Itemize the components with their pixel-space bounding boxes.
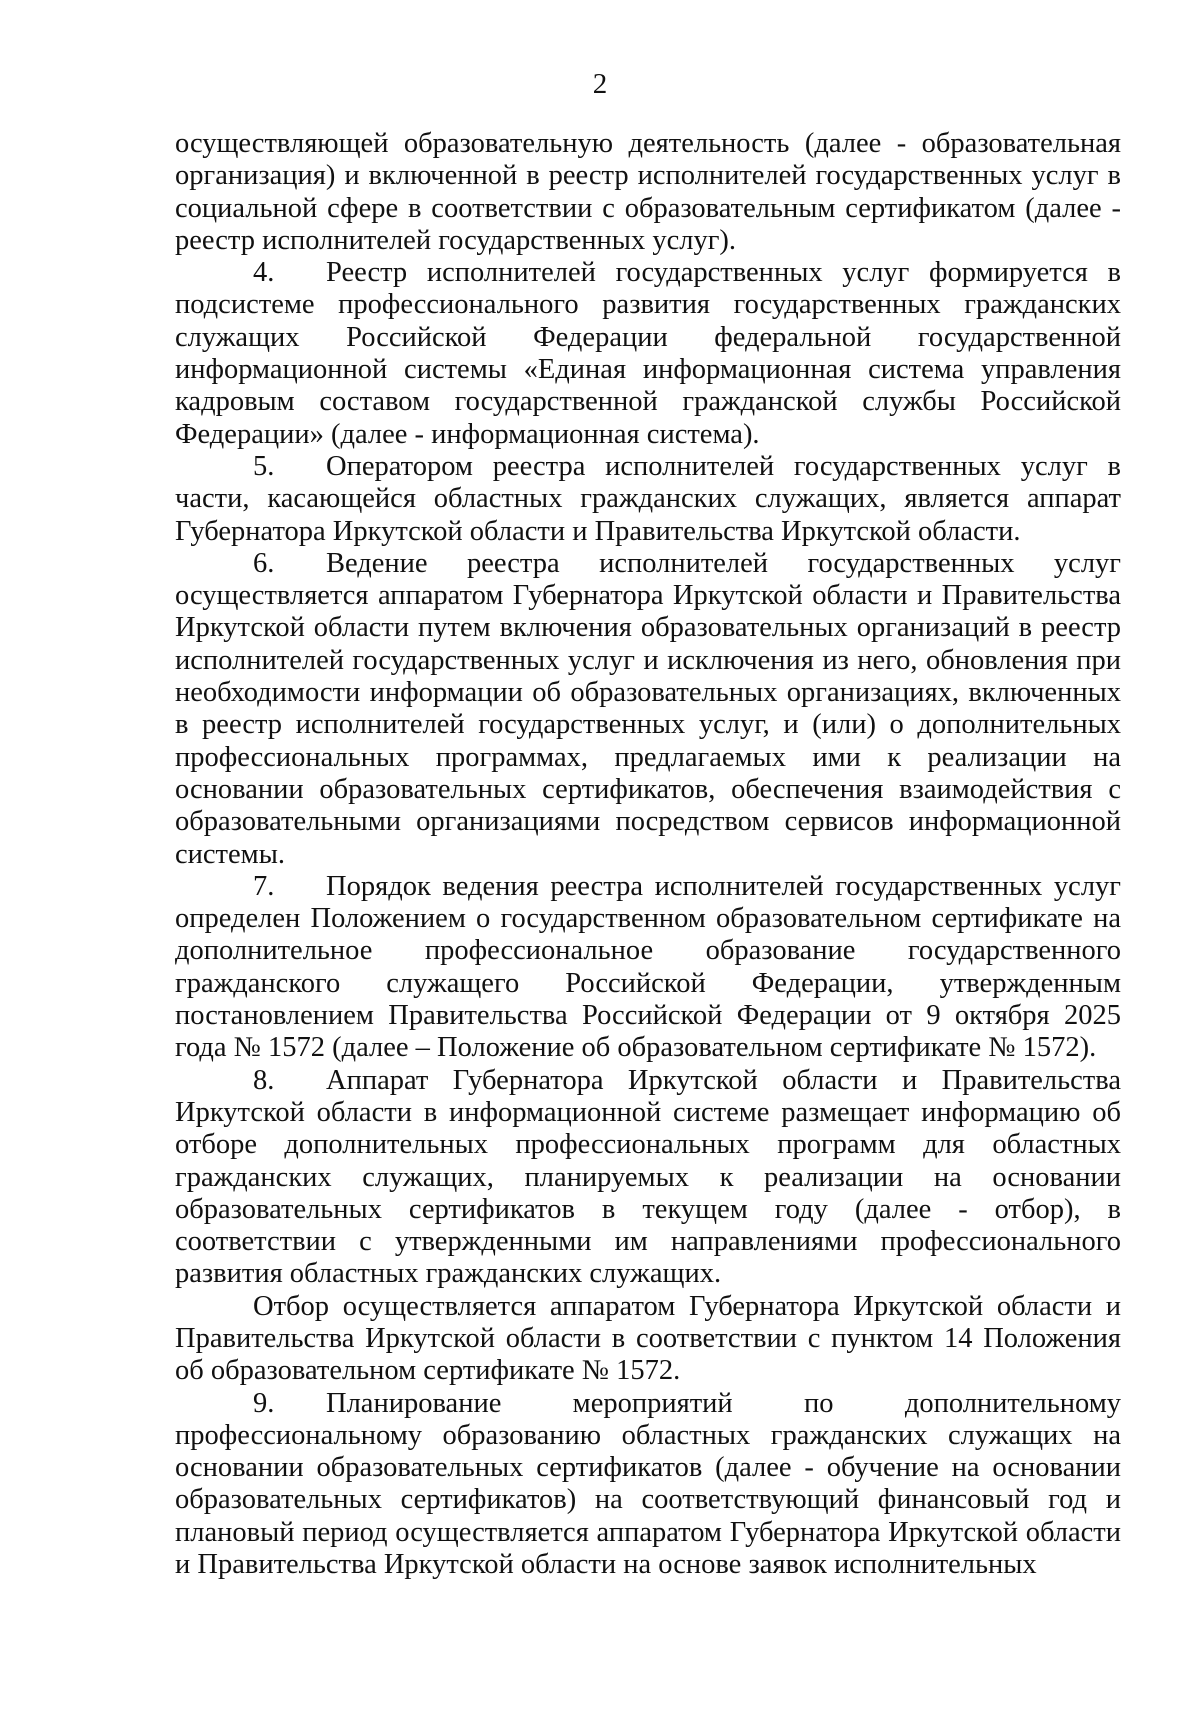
- paragraph-item-6: [175, 548, 1121, 871]
- paragraph-item-8: [175, 1065, 1121, 1291]
- paragraph-text: Ведение реестра исполнителей государственных услуг осуществляется аппаратом Губернатора Иркутской области и Правительства Иркутской области путем включения образовательных организаций в реестр исполнителей государственных услуг и исключения из него, обновления при необходимости информации об образовательных организациях, включенных в реестр исполнителей государственных услуг, и (или) о дополнительных профессиональных программах, предлагаемых ими к реализации на основании образовательных сертификатов, обеспечения взаимодействия с образовательными организациями посредством сервисов информационной системы.: [175, 547, 1121, 870]
- paragraph-item-7: [175, 871, 1121, 1065]
- document-body: [175, 128, 1121, 1581]
- paragraph-number: 8.: [253, 1064, 275, 1096]
- paragraph-text: Планирование мероприятий по дополнительному профессиональному образованию областных гражданских служащих на основании образовательных сертификатов (далее - обучение на основании образовательных сертификатов) на соответствующий финансовый год и плановый период осуществляется аппаратом Губернатора Иркутской области и Правительства Иркутской области на основе заявок исполнительных: [175, 1387, 1121, 1581]
- paragraph-item-4: [175, 257, 1121, 451]
- paragraph-number: 4.: [253, 257, 275, 289]
- paragraph-item-9: [175, 1388, 1121, 1582]
- paragraph-number: 7.: [253, 870, 275, 902]
- paragraph-text: осуществляющей образовательную деятельность (далее - образовательная организация) и включенной в реестр исполнителей государственных услуг в социальной сфере в соответствии с образовательным сертификатом (далее - реестр исполнителей государственных услуг).: [175, 128, 1121, 256]
- paragraph-text: Аппарат Губернатора Иркутской области и Правительства Иркутской области в информационной системе размещает информацию об отборе дополнительных профессиональных программ для областных гражданских служащих, планируемых к реализации на основании образовательных сертификатов в текущем году (далее - отбор), в соответствии с утвержденными им направлениями профессионального развития областных гражданских служащих.: [175, 1064, 1121, 1290]
- paragraph-item-5: [175, 451, 1121, 548]
- paragraph-number: 9.: [253, 1387, 275, 1419]
- paragraph-selection-note: [175, 1291, 1121, 1388]
- paragraph-number: 5.: [253, 450, 275, 482]
- paragraph-number: 6.: [253, 547, 275, 579]
- paragraph-continuation: [175, 128, 1121, 257]
- paragraph-text: Реестр исполнителей государственных услуг формируется в подсистеме профессионального развития государственных гражданских служащих Российской Федерации федеральной государственной информационной системы «Единая информационная система управления кадровым составом государственной гражданской службы Российской Федерации» (далее - информационная система).: [175, 257, 1121, 450]
- paragraph-text: Оператором реестра исполнителей государственных услуг в части, касающейся областных гражданских служащих, является аппарат Губернатора Иркутской области и Правительства Иркутской области.: [175, 450, 1121, 547]
- paragraph-text: Порядок ведения реестра исполнителей государственных услуг определен Положением о государственном образовательном сертификате на дополнительное профессиональное образование государственного гражданского служащего Российской Федерации, утвержденным постановлением Правительства Российской Федерации от 9 октября 2025 года № 1572 (далее – Положение об образовательном сертификате № 1572).: [175, 870, 1121, 1064]
- paragraph-text: Отбор осуществляется аппаратом Губернатора Иркутской области и Правительства Иркутской области в соответствии с пунктом 14 Положения об образовательном сертификате № 1572.: [175, 1290, 1121, 1387]
- page-number: 2: [592, 68, 608, 100]
